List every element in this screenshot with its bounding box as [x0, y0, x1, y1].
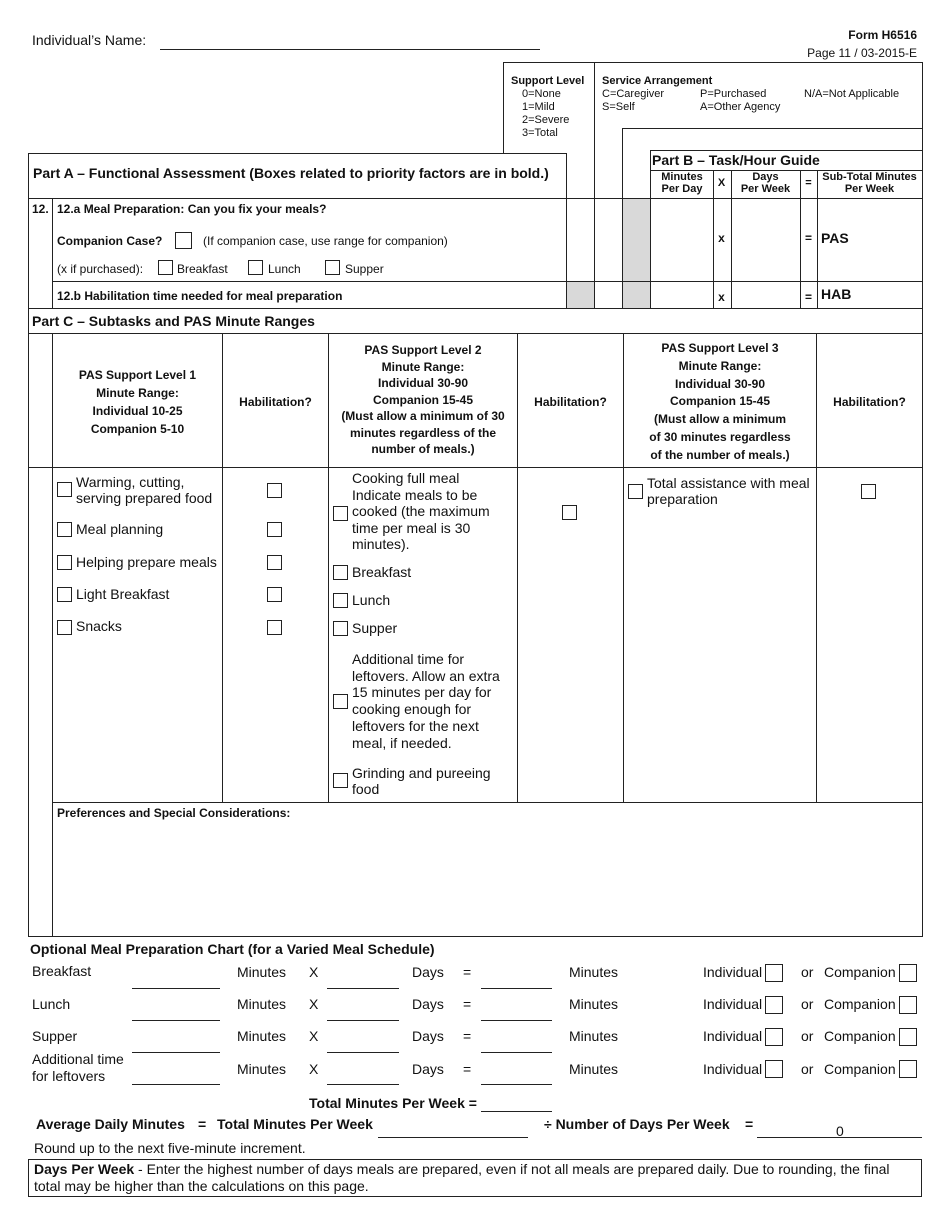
row-days-label: Days	[412, 996, 444, 1012]
row-breakfast-days-input[interactable]	[327, 988, 399, 989]
pas-level1-heading: PAS Support Level 1 Minute Range: Individual 10-25 Companion 5-10	[78, 368, 197, 436]
total-per-week-input[interactable]	[378, 1137, 528, 1138]
row-or: or	[801, 996, 814, 1012]
row-leftovers-companion-checkbox[interactable]	[899, 1060, 917, 1078]
row-supper-companion-checkbox[interactable]	[899, 1028, 917, 1046]
row-individual-label: Individual	[703, 996, 763, 1012]
l2-breakfast-checkbox[interactable]	[333, 565, 348, 580]
row-breakfast-minutes-input[interactable]	[132, 988, 220, 989]
row-lunch-days-input[interactable]	[327, 1020, 399, 1021]
preferences-label: Preferences and Special Considerations:	[57, 806, 291, 820]
support-level-0: 0=None	[522, 88, 561, 100]
row-lunch-companion-checkbox[interactable]	[899, 996, 917, 1014]
support-level-2: 2=Severe	[522, 114, 570, 126]
row-minutes2-label: Minutes	[569, 996, 619, 1012]
col-subtotal: Sub-Total Minutes Per Week	[822, 171, 917, 195]
total-per-week-label: Total Minutes Per Week	[217, 1116, 373, 1132]
row-days-label: Days	[412, 1028, 444, 1044]
row-leftovers-minutes-input[interactable]	[132, 1084, 220, 1085]
l2-supper-checkbox[interactable]	[333, 621, 348, 636]
l3-total-assistance-label: Total assistance with meal preparation	[647, 475, 810, 507]
l1-snacks-label: Snacks	[76, 618, 122, 634]
companion-note: (If companion case, use range for companion)	[203, 234, 448, 248]
avg-daily-label: Average Daily Minutes	[36, 1116, 185, 1132]
l1-snacks-checkbox[interactable]	[57, 620, 72, 635]
purchased-supper-label: Supper	[345, 262, 384, 276]
service-caregiver: C=Caregiver	[602, 88, 665, 100]
row-or: or	[801, 964, 814, 980]
purchased-lunch-label: Lunch	[268, 262, 301, 276]
row-individual-label: Individual	[703, 1061, 763, 1077]
hab-equals: =	[804, 290, 812, 304]
l2-leftovers-label: Additional time for leftovers. Allow an extra 15 minutes per day for cooking enough for leftovers for the next meal, if needed.	[352, 651, 500, 751]
optional-chart-title: Optional Meal Preparation Chart (for a Varied Meal Schedule)	[30, 941, 435, 957]
l2-cooking-checkbox[interactable]	[333, 506, 348, 521]
companion-case-label: Companion Case?	[57, 234, 163, 248]
row-companion-label: Companion	[824, 996, 896, 1012]
row-minutes-label: Minutes	[237, 996, 287, 1012]
q12a-title: 12.a Meal Preparation: Can you fix your meals?	[57, 202, 327, 216]
l2-cooking-label: Cooking full meal Indicate meals to be cooked (the maximum time per meal is 30 minutes).	[352, 470, 490, 552]
l1-warming-checkbox[interactable]	[57, 482, 72, 497]
pas-level3-heading: PAS Support Level 3 Minute Range: Individual 30-90 Companion 15-45 (Must allow a minimum of 30 minutes regardless of the number of meals.)	[649, 341, 791, 462]
part-b-title: Part B – Task/Hour Guide	[652, 152, 820, 168]
gray-cell	[623, 282, 650, 308]
row-or: or	[801, 1061, 814, 1077]
days-per-week-label: ÷ Number of Days Per Week	[544, 1116, 730, 1132]
purchased-lunch-checkbox[interactable]	[248, 260, 263, 275]
days-per-week-note-title: Days Per Week	[34, 1161, 135, 1177]
days-equals: =	[745, 1116, 754, 1132]
row-leftovers-days-input[interactable]	[327, 1084, 399, 1085]
row-times: X	[309, 964, 319, 980]
row-equals: =	[463, 964, 472, 980]
l2-leftovers-checkbox[interactable]	[333, 694, 348, 709]
pas-subtotal-label: PAS	[821, 230, 849, 246]
support-level-1: 1=Mild	[522, 101, 555, 113]
support-level-title: Support Level	[511, 75, 585, 87]
hab1-warming-checkbox[interactable]	[267, 483, 282, 498]
row-companion-label: Companion	[824, 1028, 896, 1044]
row-supper-result-input[interactable]	[481, 1052, 552, 1053]
row-supper-minutes-input[interactable]	[132, 1052, 220, 1053]
service-arrangement-title: Service Arrangement	[602, 75, 713, 87]
row-times: X	[309, 996, 319, 1012]
col-equals: =	[805, 177, 812, 189]
row-lunch-result-input[interactable]	[481, 1020, 552, 1021]
hab-times: x	[718, 290, 725, 304]
l1-meal-planning-checkbox[interactable]	[57, 522, 72, 537]
l2-breakfast-label: Breakfast	[352, 564, 412, 580]
days-per-week-note-text: - Enter the highest number of days meals are prepared, even if not all meals are prepared daily. Due to rounding, the final total may be higher than the calculations on this page.	[34, 1161, 890, 1194]
row-companion-label: Companion	[824, 1061, 896, 1077]
part-c-title: Part C – Subtasks and PAS Minute Ranges	[32, 313, 315, 329]
form-number: Form H6516	[848, 28, 917, 42]
l2-lunch-checkbox[interactable]	[333, 593, 348, 608]
service-self: S=Self	[602, 101, 635, 113]
col-times: X	[717, 177, 726, 189]
row-supper-label: Supper	[32, 1028, 78, 1044]
row-lunch-minutes-input[interactable]	[132, 1020, 220, 1021]
l1-meal-planning-label: Meal planning	[76, 521, 164, 537]
row-minutes-label: Minutes	[237, 1061, 287, 1077]
row-lunch-label: Lunch	[32, 996, 71, 1012]
row-supper-days-input[interactable]	[327, 1052, 399, 1053]
name-input-line[interactable]	[160, 49, 540, 50]
l1-helping-label: Helping prepare meals	[76, 554, 217, 570]
row-equals: =	[463, 996, 472, 1012]
pas-times: x	[718, 231, 725, 245]
row-times: X	[309, 1061, 319, 1077]
col-days-per-week: Days Per Week	[740, 171, 791, 195]
row-breakfast-label: Breakfast	[32, 963, 92, 979]
row-breakfast-companion-checkbox[interactable]	[899, 964, 917, 982]
preferences-text-area[interactable]	[53, 822, 921, 935]
row-minutes2-label: Minutes	[569, 1061, 619, 1077]
pas-level2-heading: PAS Support Level 2 Minute Range: Individual 30-90 Companion 15-45 (Must allow a minimum of 30 minutes regardless of the number of meals.)	[341, 343, 505, 456]
page-info: Page 11 / 03-2015-E	[807, 46, 917, 60]
habilitation-heading-3: Habilitation?	[833, 395, 906, 409]
row-breakfast-result-input[interactable]	[481, 988, 552, 989]
l2-grinding-label: Grinding and pureeing food	[352, 765, 491, 797]
avg-result-value[interactable]: 0	[836, 1123, 844, 1139]
section-number: 12.	[32, 202, 49, 216]
row-equals: =	[463, 1061, 472, 1077]
roundup-note: Round up to the next five-minute increment.	[34, 1140, 306, 1156]
row-or: or	[801, 1028, 814, 1044]
l2-grinding-checkbox[interactable]	[333, 773, 348, 788]
hab1-helping-checkbox[interactable]	[267, 555, 282, 570]
habilitation-heading-2: Habilitation?	[534, 395, 607, 409]
hab1-snacks-checkbox[interactable]	[267, 620, 282, 635]
l1-light-breakfast-checkbox[interactable]	[57, 587, 72, 602]
pas-equals: =	[804, 231, 812, 245]
hab1-meal-planning-checkbox[interactable]	[267, 522, 282, 537]
row-breakfast-individual-checkbox[interactable]	[765, 964, 783, 982]
l1-helping-checkbox[interactable]	[57, 555, 72, 570]
row-minutes2-label: Minutes	[569, 1028, 619, 1044]
total-minutes-input[interactable]	[481, 1111, 552, 1112]
hab-subtotal-label: HAB	[821, 286, 852, 302]
hab3-checkbox[interactable]	[861, 484, 876, 499]
row-times: X	[309, 1028, 319, 1044]
row-days-label: Days	[412, 964, 444, 980]
row-days-label: Days	[412, 1061, 444, 1077]
purchased-supper-checkbox[interactable]	[325, 260, 340, 275]
l1-warming-label: Warming, cutting, serving prepared food	[76, 474, 213, 506]
service-purchased: P=Purchased	[700, 88, 767, 100]
days-per-week-note	[28, 1159, 922, 1197]
companion-case-checkbox[interactable]	[175, 232, 192, 249]
row-equals: =	[463, 1028, 472, 1044]
avg-equals: =	[198, 1116, 207, 1132]
l1-light-breakfast-label: Light Breakfast	[76, 586, 170, 602]
row-leftovers-label: Additional time for leftovers	[32, 1051, 124, 1084]
row-lunch-individual-checkbox[interactable]	[765, 996, 783, 1014]
gray-cell	[623, 199, 650, 281]
q12b-title: 12.b Habilitation time needed for meal preparation	[57, 289, 343, 303]
row-leftovers-result-input[interactable]	[481, 1084, 552, 1085]
habilitation-heading-1: Habilitation?	[239, 395, 312, 409]
service-not-applicable: N/A=Not Applicable	[804, 88, 900, 100]
row-minutes2-label: Minutes	[569, 964, 619, 980]
purchased-breakfast-label: Breakfast	[177, 262, 228, 276]
row-leftovers-individual-checkbox[interactable]	[765, 1060, 783, 1078]
gray-cell	[567, 282, 594, 308]
if-purchased-label: (x if purchased):	[57, 262, 144, 276]
col-minutes-per-day: Minutes Per Day	[661, 171, 703, 195]
hab1-light-breakfast-checkbox[interactable]	[267, 587, 282, 602]
row-companion-label: Companion	[824, 964, 896, 980]
support-level-3: 3=Total	[522, 127, 558, 139]
l2-supper-label: Supper	[352, 620, 398, 636]
hab2-checkbox[interactable]	[562, 505, 577, 520]
row-individual-label: Individual	[703, 964, 763, 980]
total-minutes-label: Total Minutes Per Week =	[309, 1095, 477, 1111]
name-label: Individual’s Name:	[32, 32, 147, 48]
l2-lunch-label: Lunch	[352, 592, 391, 608]
service-other-agency: A=Other Agency	[700, 101, 781, 113]
row-individual-label: Individual	[703, 1028, 763, 1044]
part-a-title: Part A – Functional Assessment (Boxes related to priority factors are in bold.)	[33, 165, 549, 181]
purchased-breakfast-checkbox[interactable]	[158, 260, 173, 275]
row-minutes-label: Minutes	[237, 1028, 287, 1044]
row-supper-individual-checkbox[interactable]	[765, 1028, 783, 1046]
l3-total-assistance-checkbox[interactable]	[628, 484, 643, 499]
row-minutes-label: Minutes	[237, 964, 287, 980]
